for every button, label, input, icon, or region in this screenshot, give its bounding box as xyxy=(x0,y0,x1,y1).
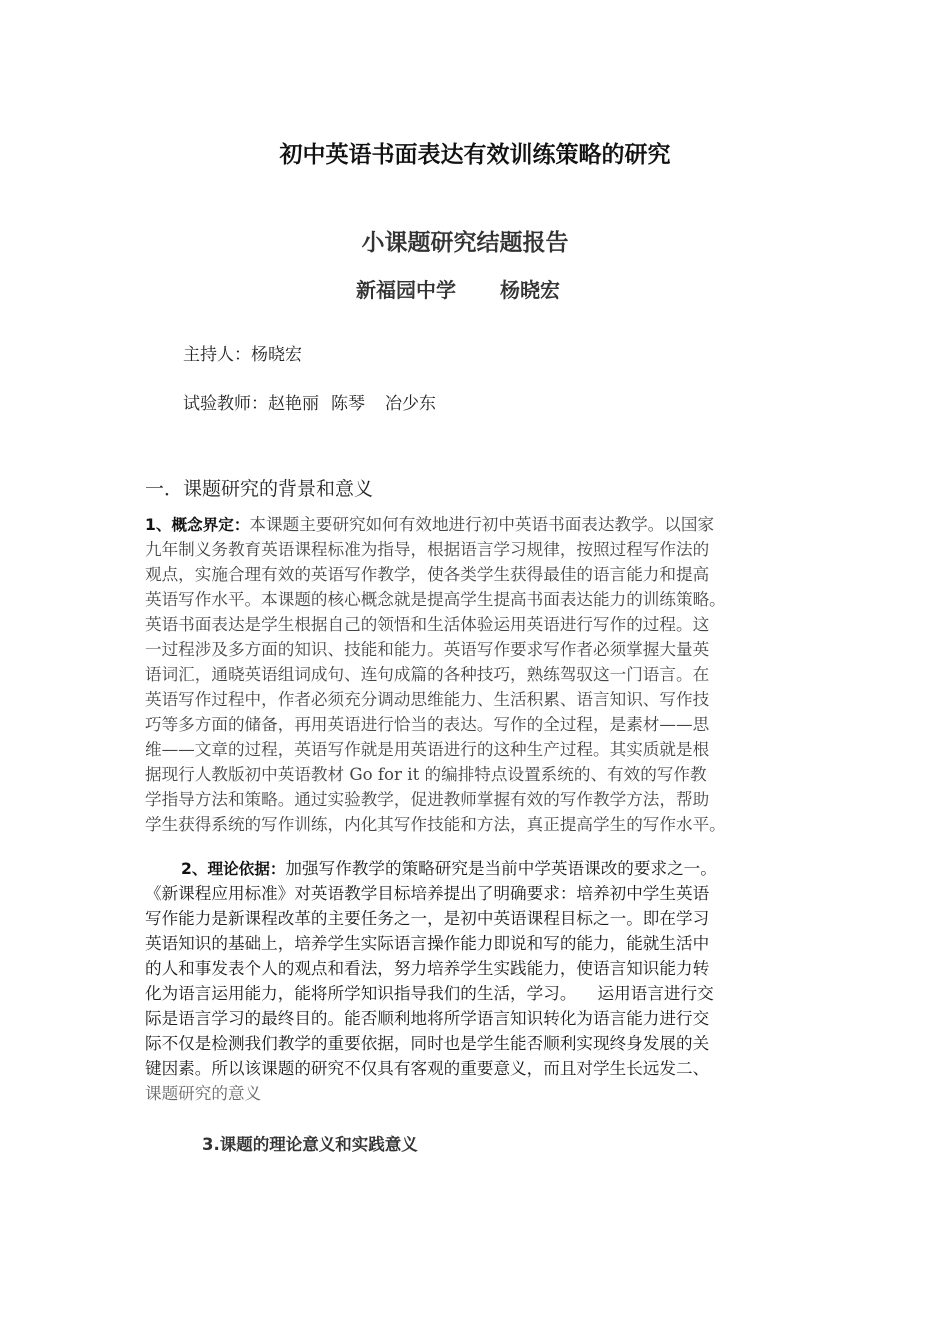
paragraph-line: 英语知识的基础上，培养学生实际语言操作能力即说和写的能力，能就生活中 xyxy=(145,934,710,953)
paragraph-line: 键因素。所以该课题的研究不仅具有客观的重要意义，而且对学生长远发二、 xyxy=(145,1059,710,1078)
paragraph-line: 英语写作过程中，作者必须充分调动思维能力、生活积累、语言知识、写作技 xyxy=(145,690,710,709)
section-heading-background: 一．课题研究的背景和意义 xyxy=(145,478,374,500)
paragraph-line: 九年制义务教育英语课程标准为指导，根据语言学习规律，按照过程写作法的 xyxy=(145,540,710,559)
paragraph-line: 英语写作水平。本课题的核心概念就是提高学生提高书面表达能力的训练策略。 xyxy=(145,590,726,609)
paragraph-line: 2、理论依据：加强写作教学的策略研究是当前中学英语课改的要求之一。 xyxy=(181,859,717,878)
paragraph-line: 课题研究的意义 xyxy=(145,1084,262,1103)
host-line xyxy=(183,340,302,365)
item2-label: 2、理论依据： xyxy=(181,860,286,878)
document-subtitle: 小课题研究结题报告 xyxy=(361,230,569,256)
paragraph-line: 写作能力是新课程改革的主要任务之一，是初中英语课程目标之一。即在学习 xyxy=(145,909,710,928)
item1-label: 1、概念界定： xyxy=(145,516,250,534)
paragraph-line: 一过程涉及多方面的知识、技能和能力。英语写作要求写作者必须掌握大量英 xyxy=(145,640,710,659)
author-name: 杨晓宏 xyxy=(500,278,560,302)
item3-heading: 3.课题的理论意义和实践意义 xyxy=(202,1135,418,1154)
paragraph-line: 《新课程应用标准》对英语教学目标培养提出了明确要求：培养初中学生英语 xyxy=(145,884,710,903)
teacher-name: 赵艳丽 xyxy=(268,394,319,414)
paragraph-line: 化为语言运用能力，能将所学知识指导我们的生活，学习。 运用语言进行交 xyxy=(145,984,714,1003)
teachers-line xyxy=(183,389,436,414)
paragraph-line: 英语书面表达是学生根据自己的领悟和生活体验运用英语进行写作的过程。这 xyxy=(145,615,710,634)
paragraph-line: 际不仅是检测我们教学的重要依据，同时也是学生能否顺利实现终身发展的关 xyxy=(145,1034,710,1053)
paragraph-line: 学指导方法和策略。通过实验教学，促进教师掌握有效的写作教学方法，帮助 xyxy=(145,790,710,809)
paragraph-line: 维——文章的过程，英语写作就是用英语进行的这种生产过程。其实质就是根 xyxy=(145,740,710,759)
teachers-label: 试验教师： xyxy=(183,394,268,414)
paragraph-line: 的人和事发表个人的观点和看法，努力培养学生实践能力，使语言知识能力转 xyxy=(145,959,710,978)
host-name: 杨晓宏 xyxy=(251,345,302,365)
teacher-name: 陈琴 xyxy=(331,394,365,414)
teacher-name: 冶少东 xyxy=(385,394,436,414)
paragraph-line: 据现行人教版初中英语教材 Go for it 的编排特点设置系统的、有效的写作教 xyxy=(145,765,707,784)
paragraph-line: 1、概念界定：本课题主要研究如何有效地进行初中英语书面表达教学。以国家 xyxy=(145,515,715,534)
paragraph-line: 观点，实施合理有效的英语写作教学，使各类学生获得最佳的语言能力和提高 xyxy=(145,565,710,584)
school-author-line xyxy=(0,274,916,303)
paragraph-line: 学生获得系统的写作训练，内化其写作技能和方法，真正提高学生的写作水平。 xyxy=(145,815,726,834)
document-title: 初中英语书面表达有效训练策略的研究 xyxy=(279,142,671,168)
host-label: 主持人： xyxy=(183,345,251,365)
paragraph-line: 际是语言学习的最终目的。能否顺利地将所学语言知识转化为语言能力进行交 xyxy=(145,1009,710,1028)
paragraph-line: 语词汇，通晓英语组词成句、连句成篇的各种技巧，熟练驾驭这一门语言。在 xyxy=(145,665,710,684)
school-name: 新福园中学 xyxy=(356,278,456,302)
paragraph-line: 巧等多方面的储备，再用英语进行恰当的表达。写作的全过程，是素材——思 xyxy=(145,715,710,734)
